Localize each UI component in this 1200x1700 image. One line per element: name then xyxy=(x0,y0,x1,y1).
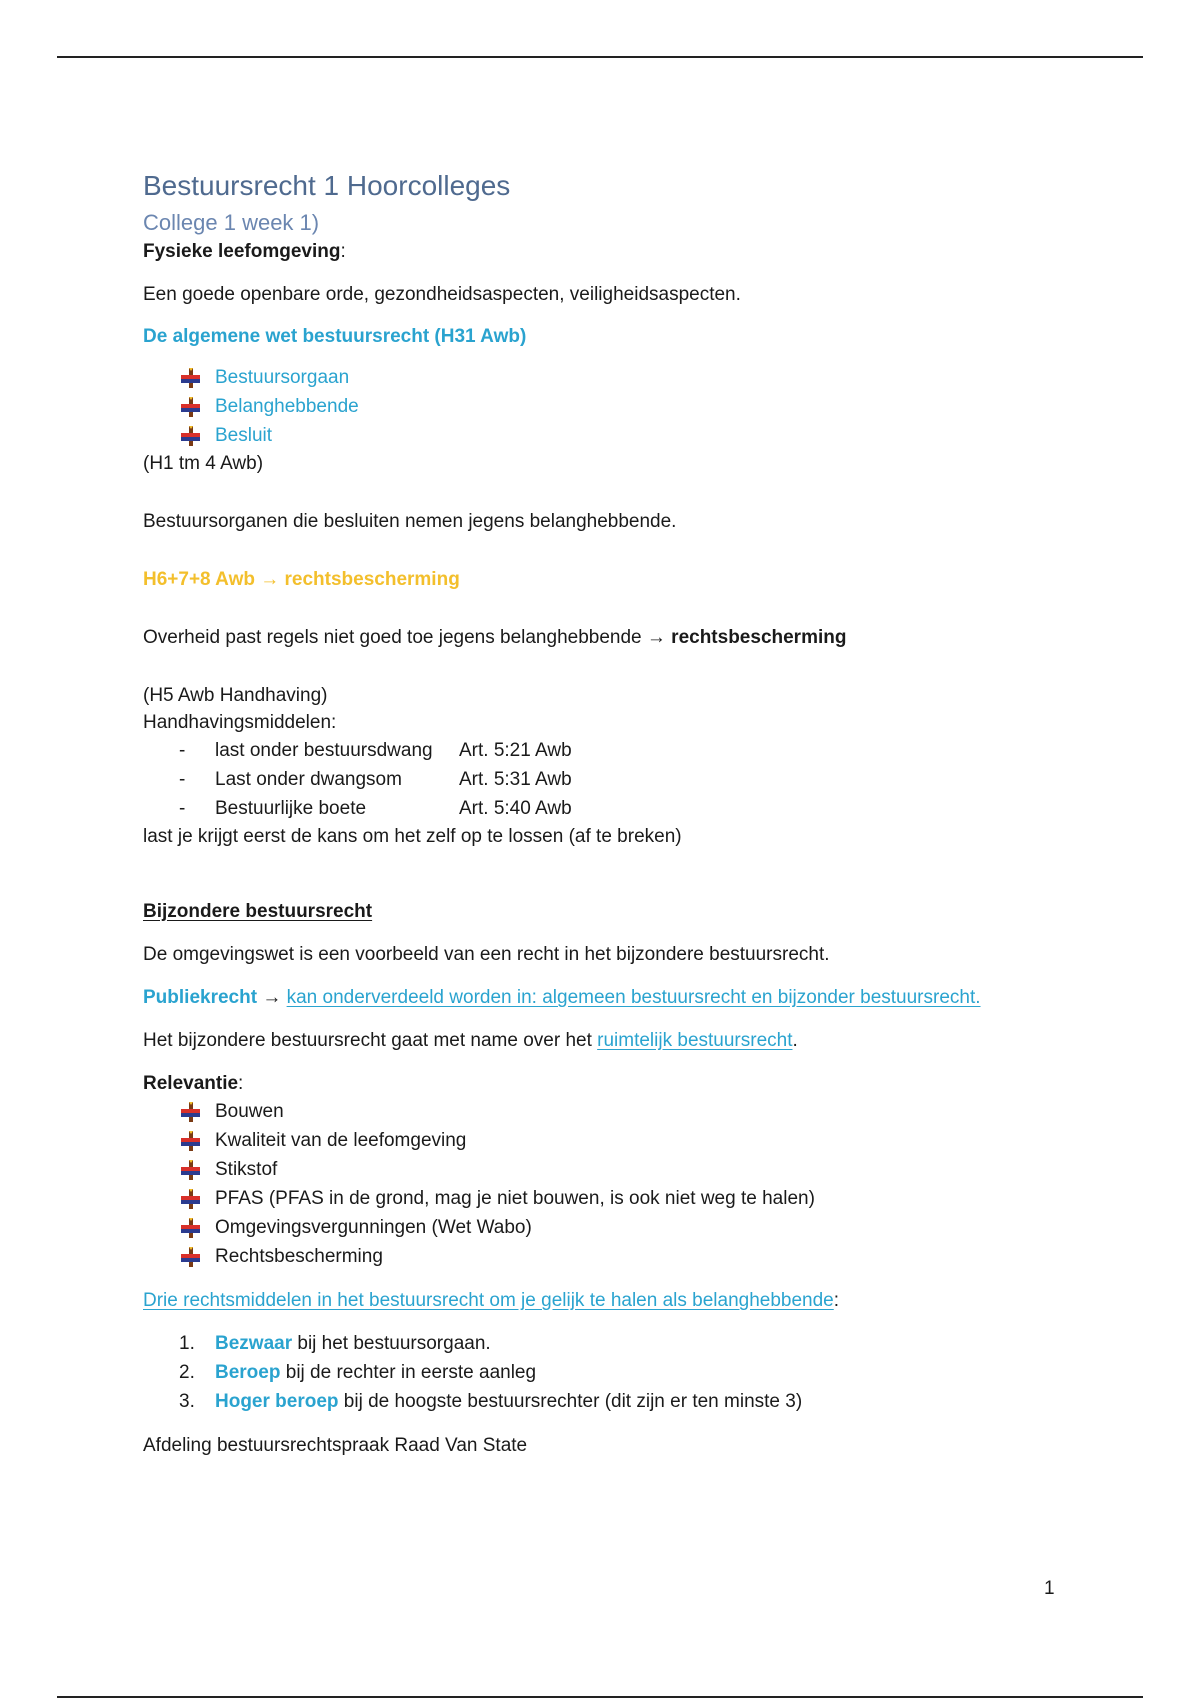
rechtsmiddel-term: Beroep xyxy=(215,1362,281,1383)
list-item xyxy=(179,1242,1103,1271)
middelen-list xyxy=(143,736,1103,823)
intro-text: Een goede openbare orde, gezondheidsaspecten, veiligheidsaspecten. xyxy=(143,284,741,305)
publiekrecht-arrow: → xyxy=(257,987,287,1008)
list-item xyxy=(179,765,1103,794)
rechtsmiddel-rest: bij de rechter in eerste aanleg xyxy=(280,1362,537,1383)
list-item xyxy=(179,363,1103,392)
awb-list xyxy=(143,363,1103,450)
footer-rule xyxy=(57,1696,1143,1698)
relevantie-item-label: PFAS (PFAS in de grond, mag je niet bouwen, is ook niet weg te halen) xyxy=(215,1188,815,1209)
omgevingswet-text: De omgevingswet is een voorbeeld van een recht in het bijzondere bestuursrecht. xyxy=(143,944,830,965)
list-item xyxy=(179,1329,1103,1358)
middel-name: Last onder dwangsom xyxy=(215,769,402,790)
organen-text: Bestuursorganen die besluiten nemen jegens belanghebbende. xyxy=(143,511,677,532)
fancy-bullet-icon xyxy=(179,1159,203,1181)
middelen-label: Handhavingsmiddelen: xyxy=(143,712,337,733)
fysieke-colon: : xyxy=(340,241,346,262)
fancy-bullet-icon xyxy=(179,1217,203,1239)
relevantie-colon: : xyxy=(238,1073,244,1094)
list-item xyxy=(179,794,1103,823)
list-item xyxy=(179,1358,1103,1387)
overheid-body: Overheid past regels niet goed toe jegens belanghebbende → xyxy=(143,627,672,648)
rechtsmiddel-term: Hoger beroep xyxy=(215,1391,339,1412)
middel-article: Art. 5:31 Awb xyxy=(459,769,572,790)
fancy-bullet-icon xyxy=(179,425,203,447)
relevantie-heading xyxy=(143,1070,1103,1097)
ruimtelijk-body: Het bijzondere bestuursrecht gaat met name over het xyxy=(143,1030,598,1051)
bijzondere-heading: Bijzondere bestuursrecht xyxy=(143,901,373,922)
page-number: 1 xyxy=(1044,1578,1055,1599)
fysieke-heading xyxy=(143,238,1103,265)
fancy-bullet-icon xyxy=(179,1246,203,1268)
list-item xyxy=(179,1097,1103,1126)
list-item xyxy=(179,1213,1103,1242)
middel-name: last onder bestuursdwang xyxy=(215,740,433,761)
rechtsmiddel-rest: bij het bestuursorgaan. xyxy=(292,1333,491,1354)
fancy-bullet-icon xyxy=(179,1188,203,1210)
list-number: 3. xyxy=(179,1391,195,1412)
fancy-bullet-icon xyxy=(179,367,203,389)
awb-reference: (H1 tm 4 Awb) xyxy=(143,453,264,474)
afdeling-text: Afdeling bestuursrechtspraak Raad Van State xyxy=(143,1435,528,1456)
middel-article: Art. 5:21 Awb xyxy=(459,740,572,761)
relevantie-item-label: Bouwen xyxy=(215,1101,284,1122)
awb-heading: De algemene wet bestuursrecht (H31 Awb) xyxy=(143,326,527,347)
rechtsmiddel-term: Bezwaar xyxy=(215,1333,293,1354)
relevantie-item-label: Stikstof xyxy=(215,1159,278,1180)
header-rule xyxy=(57,56,1143,58)
dash-marker: - xyxy=(179,798,186,819)
ruimtelijk-link[interactable]: ruimtelijk bestuursrecht xyxy=(597,1030,793,1051)
last-note: last je krijgt eerst de kans om het zelf op te lossen (af te breken) xyxy=(143,826,682,847)
fancy-bullet-icon xyxy=(179,396,203,418)
rechtsmiddelen-heading xyxy=(143,1287,1103,1314)
ruimtelijk-end: . xyxy=(792,1030,798,1051)
awb-item-label: Bestuursorgaan xyxy=(215,367,350,388)
middel-name: Bestuurlijke boete xyxy=(215,798,367,819)
list-item xyxy=(179,392,1103,421)
list-item xyxy=(179,1184,1103,1213)
relevantie-label: Relevantie xyxy=(143,1073,239,1094)
document-page xyxy=(143,168,1103,1459)
fancy-bullet-icon xyxy=(179,1130,203,1152)
rechtsmiddel-rest: bij de hoogste bestuursrechter (dit zijn er ten minste 3) xyxy=(338,1391,803,1412)
list-item xyxy=(179,421,1103,450)
list-item xyxy=(179,736,1103,765)
list-number: 1. xyxy=(179,1333,195,1354)
list-item xyxy=(179,1155,1103,1184)
overheid-text xyxy=(143,624,1103,651)
fancy-bullet-icon xyxy=(179,1101,203,1123)
publiekrecht-label: Publiekrecht xyxy=(143,987,258,1008)
middel-article: Art. 5:40 Awb xyxy=(459,798,572,819)
publiekrecht-text xyxy=(143,984,1103,1011)
ruimtelijk-text xyxy=(143,1027,1103,1054)
list-number: 2. xyxy=(179,1362,195,1383)
overheid-bold: rechtsbescherming xyxy=(671,627,847,648)
h5-text: (H5 Awb Handhaving) xyxy=(143,685,328,706)
rechtsmiddelen-list xyxy=(143,1329,1103,1416)
relevantie-item-label: Rechtsbescherming xyxy=(215,1246,383,1267)
fysieke-label: Fysieke leefomgeving xyxy=(143,241,341,262)
document-subtitle: College 1 week 1) xyxy=(143,210,320,235)
awb-item-label: Besluit xyxy=(215,425,273,446)
dash-marker: - xyxy=(179,740,186,761)
dash-marker: - xyxy=(179,769,186,790)
document-title: Bestuursrecht 1 Hoorcolleges xyxy=(143,170,511,201)
relevantie-item-label: Kwaliteit van de leefomgeving xyxy=(215,1130,467,1151)
h678-heading: H6+7+8 Awb → rechtsbescherming xyxy=(143,569,460,590)
relevantie-item-label: Omgevingsvergunningen (Wet Wabo) xyxy=(215,1217,532,1238)
publiekrecht-link[interactable]: kan onderverdeeld worden in: algemeen bestuursrecht en bijzonder bestuursrecht. xyxy=(286,987,981,1008)
relevantie-list xyxy=(143,1097,1103,1271)
rechtsmiddelen-link[interactable]: Drie rechtsmiddelen in het bestuursrecht om je gelijk te halen als belanghebbende xyxy=(143,1290,834,1311)
rechtsmiddelen-colon: : xyxy=(833,1290,840,1311)
list-item xyxy=(179,1387,1103,1416)
list-item xyxy=(179,1126,1103,1155)
awb-item-label: Belanghebbende xyxy=(215,396,359,417)
